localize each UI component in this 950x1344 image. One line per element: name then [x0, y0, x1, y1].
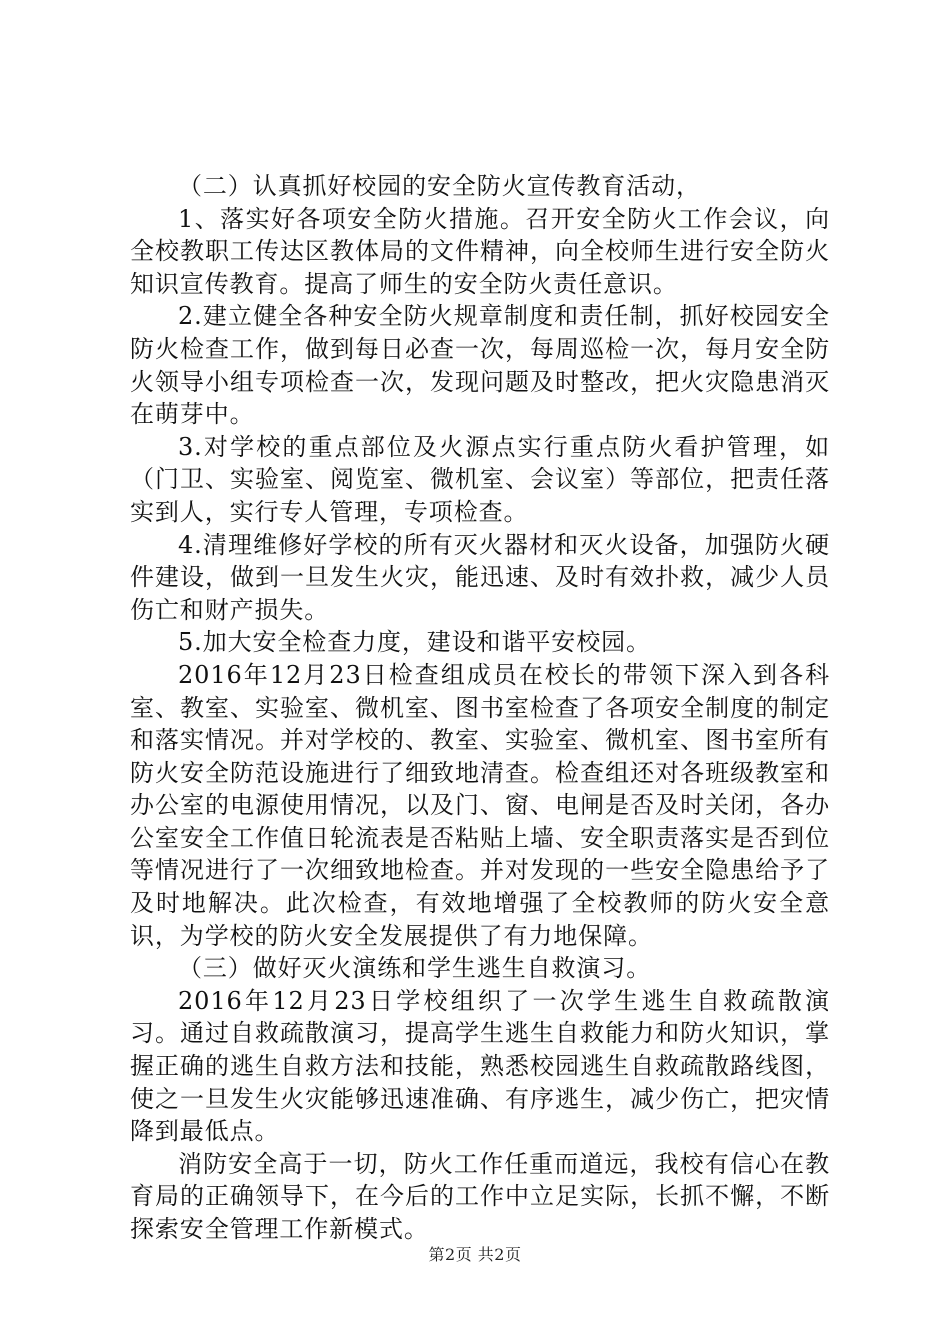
document-body	[130, 170, 830, 1246]
paragraph-inspection: 2016年12月23日检查组成员在校长的带领下深入到各科室、教室、实验室、微机室、图书室检查了各项安全制度的制定和落实情况。并对学校的、教室、实验室、微机室、图书室所有防火安全防范设施进行了细致地清查。检查组还对各班级教室和办公室的电源使用情况，以及门、窗、电闸是否及时关闭，各办公室安全工作值日轮流表是否粘贴上墙、安全职责落实是否到位等情况进行了一次细致地检查。并对发现的一些安全隐患给予了及时地解决。此次检查，有效地增强了全校教师的防火安全意识，为学校的防火安全发展提供了有力地保障。	[130, 660, 830, 950]
section-heading-2: （二）认真抓好校园的安全防火宣传教育活动，	[178, 172, 701, 200]
paragraph-item-4: 4.清理维修好学校的所有灭火器材和灭火设备，加强防火硬件建设，做到一旦发生火灾，能迅速、及时有效扑救，减少人员伤亡和财产损失。	[130, 530, 830, 624]
paragraph-item-5: 5.加大安全检查力度，建设和谐平安校园。	[178, 628, 651, 657]
paragraph-item-2: 2.建立健全各种安全防火规章制度和责任制，抓好校园安全防火检查工作，做到每日必查一次，每周巡检一次，每月安全防火领导小组专项检查一次，发现问题及时整改，把火灾隐患消灭在萌芽中。	[130, 302, 830, 429]
section-heading-3: （三）做好灭火演练和学生逃生自救演习。	[178, 954, 652, 983]
paragraph-item-1: 1、落实好各项安全防火措施。召开安全防火工作会议，向全校教职工传达区教体局的文件精神，向全校师生进行安全防火知识宣传教育。提高了师生的安全防火责任意识。	[130, 204, 830, 298]
paragraph-item-3: 3.对学校的重点部位及火源点实行重点防火看护管理，如（门卫、实验室、阅览室、微机室、会议室）等部位，把责任落实到人，实行专人管理，专项检查。	[130, 432, 830, 526]
page-number: 第2页 共2页	[428, 1245, 522, 1264]
paragraph-conclusion: 消防安全高于一切，防火工作任重而道远，我校有信心在教育局的正确领导下，在今后的工作中立足实际，长抓不懈，不断探索安全管理工作新模式。	[130, 1149, 830, 1243]
paragraph-drill: 2016年12月23日学校组织了一次学生逃生自救疏散演习。通过自救疏散演习，提高学生逃生自救能力和防火知识，掌握正确的逃生自救方法和技能，熟悉校园逃生自救疏散路线图，使之一旦发生火灾能够迅速准确、有序逃生，减少伤亡，把灾情降到最低点。	[130, 986, 830, 1146]
